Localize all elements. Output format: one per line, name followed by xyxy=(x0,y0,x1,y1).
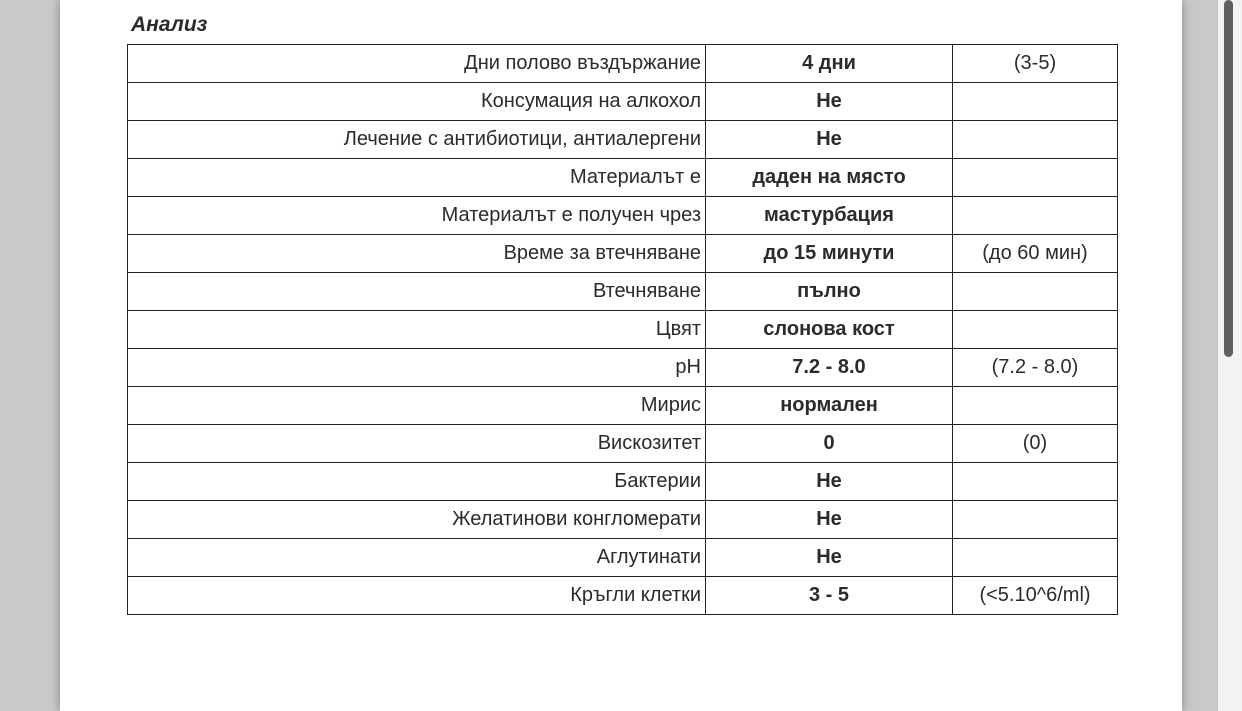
row-value: Не xyxy=(706,501,953,539)
row-reference xyxy=(953,463,1118,501)
row-reference: (до 60 мин) xyxy=(953,235,1118,273)
row-reference: (<5.10^6/ml) xyxy=(953,577,1118,615)
section-title: Анализ xyxy=(131,13,208,36)
row-label: Консумация на алкохол xyxy=(128,83,706,121)
row-value: слонова кост xyxy=(706,311,953,349)
table-row xyxy=(128,577,1118,615)
row-label: Материалът е получен чрез xyxy=(128,197,706,235)
row-value: даден на място xyxy=(706,159,953,197)
table-row xyxy=(128,235,1118,273)
analysis-table-body xyxy=(128,45,1118,615)
row-label: Материалът е xyxy=(128,159,706,197)
row-label: Вискозитет xyxy=(128,425,706,463)
row-value: Не xyxy=(706,83,953,121)
row-reference xyxy=(953,159,1118,197)
row-value: до 15 минути xyxy=(706,235,953,273)
table-row xyxy=(128,121,1118,159)
table-row xyxy=(128,539,1118,577)
table-row xyxy=(128,83,1118,121)
row-reference xyxy=(953,311,1118,349)
row-reference xyxy=(953,197,1118,235)
row-label: Лечение с антибиотици, антиалергени xyxy=(128,121,706,159)
row-value: 3 - 5 xyxy=(706,577,953,615)
row-label: pH xyxy=(128,349,706,387)
table-row xyxy=(128,387,1118,425)
row-reference: (3-5) xyxy=(953,45,1118,83)
report-page xyxy=(60,0,1182,711)
row-reference xyxy=(953,387,1118,425)
row-label: Аглутинати xyxy=(128,539,706,577)
row-label: Бактерии xyxy=(128,463,706,501)
table-row xyxy=(128,45,1118,83)
row-label: Втечняване xyxy=(128,273,706,311)
table-row xyxy=(128,311,1118,349)
scrollbar-thumb[interactable] xyxy=(1224,0,1233,357)
table-row xyxy=(128,501,1118,539)
row-label: Желатинови конгломерати xyxy=(128,501,706,539)
row-reference xyxy=(953,83,1118,121)
table-row xyxy=(128,197,1118,235)
row-reference: (7.2 - 8.0) xyxy=(953,349,1118,387)
table-row xyxy=(128,159,1118,197)
row-label: Време за втечняване xyxy=(128,235,706,273)
row-value: пълно xyxy=(706,273,953,311)
row-label: Дни полово въздържание xyxy=(128,45,706,83)
row-value: 0 xyxy=(706,425,953,463)
row-reference xyxy=(953,273,1118,311)
row-reference: (0) xyxy=(953,425,1118,463)
row-value: 4 дни xyxy=(706,45,953,83)
row-label: Кръгли клетки xyxy=(128,577,706,615)
row-value: 7.2 - 8.0 xyxy=(706,349,953,387)
row-value: Не xyxy=(706,121,953,159)
table-row xyxy=(128,273,1118,311)
table-row xyxy=(128,349,1118,387)
row-value: нормален xyxy=(706,387,953,425)
table-row xyxy=(128,463,1118,501)
row-reference xyxy=(953,501,1118,539)
analysis-table xyxy=(127,44,1118,615)
row-label: Мирис xyxy=(128,387,706,425)
row-reference xyxy=(953,539,1118,577)
table-row xyxy=(128,425,1118,463)
row-value: Не xyxy=(706,463,953,501)
row-reference xyxy=(953,121,1118,159)
row-value: мастурбация xyxy=(706,197,953,235)
row-value: Не xyxy=(706,539,953,577)
row-label: Цвят xyxy=(128,311,706,349)
